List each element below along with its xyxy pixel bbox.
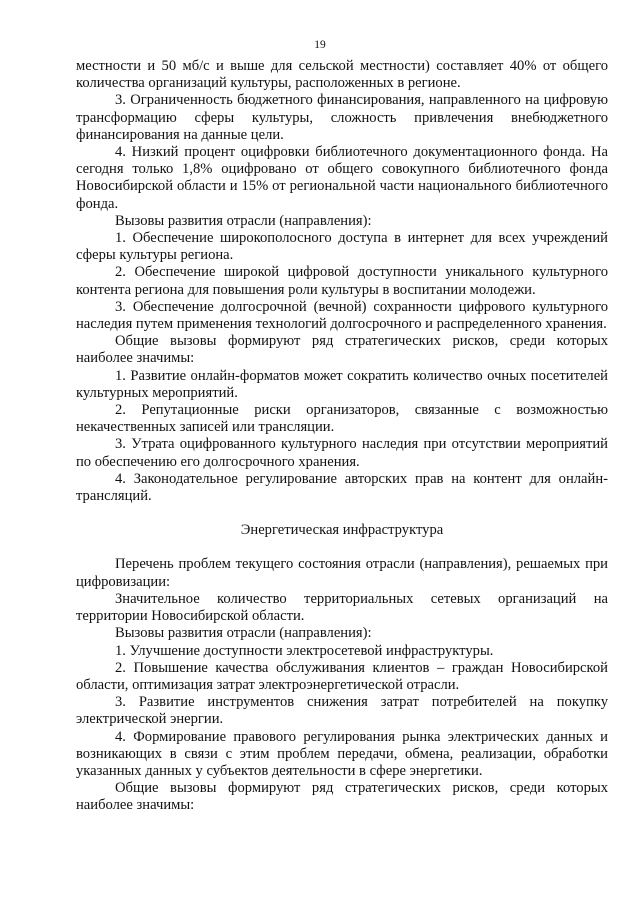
paragraph: 1. Обеспечение широкополосного доступа в интернет для всех учреждений сферы культуры региона. bbox=[76, 230, 608, 264]
paragraph: 4. Законодательное регулирование авторских прав на контент для онлайн-трансляций. bbox=[76, 470, 608, 505]
paragraph: 4. Формирование правового регулирования рынка электрических данных и возникающих в связи с этим проблем передачи, обмена, реализации, обработки указанных данных у субъектов деятельности в сфере энергетики. bbox=[76, 728, 608, 779]
paragraph: 1. Улучшение доступности электросетевой инфраструктуры. bbox=[115, 642, 494, 659]
document-body bbox=[76, 58, 608, 815]
paragraph: местности и 50 мб/с и выше для сельской местности) составляет 40% от общего количества организаций культуры, расположенных в регионе. bbox=[76, 58, 608, 92]
section-energy-text bbox=[76, 556, 608, 814]
paragraph: 2. Обеспечение широкой цифровой доступности уникального культурного контента региона для повышения роли культуры в воспитании молодежи. bbox=[76, 264, 608, 298]
paragraph: 1. Развитие онлайн-форматов может сократить количество очных посетителей культурных мероприятий. bbox=[76, 367, 608, 401]
paragraph: Значительное количество территориальных сетевых организаций на территории Новосибирской области. bbox=[76, 590, 608, 625]
paragraph: Перечень проблем текущего состояния отрасли (направления), решаемых при цифровизации: bbox=[76, 556, 608, 590]
paragraph: Вызовы развития отрасли (направления): bbox=[115, 625, 372, 642]
paragraph: 3. Развитие инструментов снижения затрат потребителей на покупку электрической энергии. bbox=[76, 694, 608, 728]
paragraph: Общие вызовы формируют ряд стратегических рисков, среди которых наиболее значимы: bbox=[76, 333, 608, 367]
paragraph: Общие вызовы формируют ряд стратегических рисков, среди которых наиболее значимы: bbox=[76, 780, 608, 814]
paragraph: Вызовы развития отрасли (направления): bbox=[115, 212, 372, 229]
paragraph: 2. Репутационные риски организаторов, связанные с возможностью некачественных записей или трансляции. bbox=[76, 402, 608, 436]
paragraph: 3. Обеспечение долгосрочной (вечной) сохранности цифрового культурного наследия путем применения технологий долгосрочного и распределенного хранения. bbox=[76, 298, 608, 333]
page-number: 19 bbox=[314, 39, 326, 51]
section-culture-text bbox=[76, 58, 608, 505]
paragraph: 3. Утрата оцифрованного культурного наследия при отсутствии мероприятий по обеспечению его долгосрочного хранения. bbox=[76, 436, 608, 470]
paragraph: 3. Ограниченность бюджетного финансирования, направленного на цифровую трансформацию сферы культуры, сложность привлечения внебюджетного финансирования на данные цели. bbox=[76, 92, 608, 143]
paragraph: 2. Повышение качества обслуживания клиентов – граждан Новосибирской области, оптимизация затрат электроэнергетической отрасли. bbox=[76, 659, 608, 693]
section-heading: Энергетическая инфраструктура bbox=[240, 522, 444, 539]
paragraph: 4. Низкий процент оцифровки библиотечного документационного фонда. На сегодня только 1,8% оцифровано от общего совокупного библиотечного фонда Новосибирской области и 15% от региональной части национального библиотечного фонда. bbox=[76, 144, 608, 212]
